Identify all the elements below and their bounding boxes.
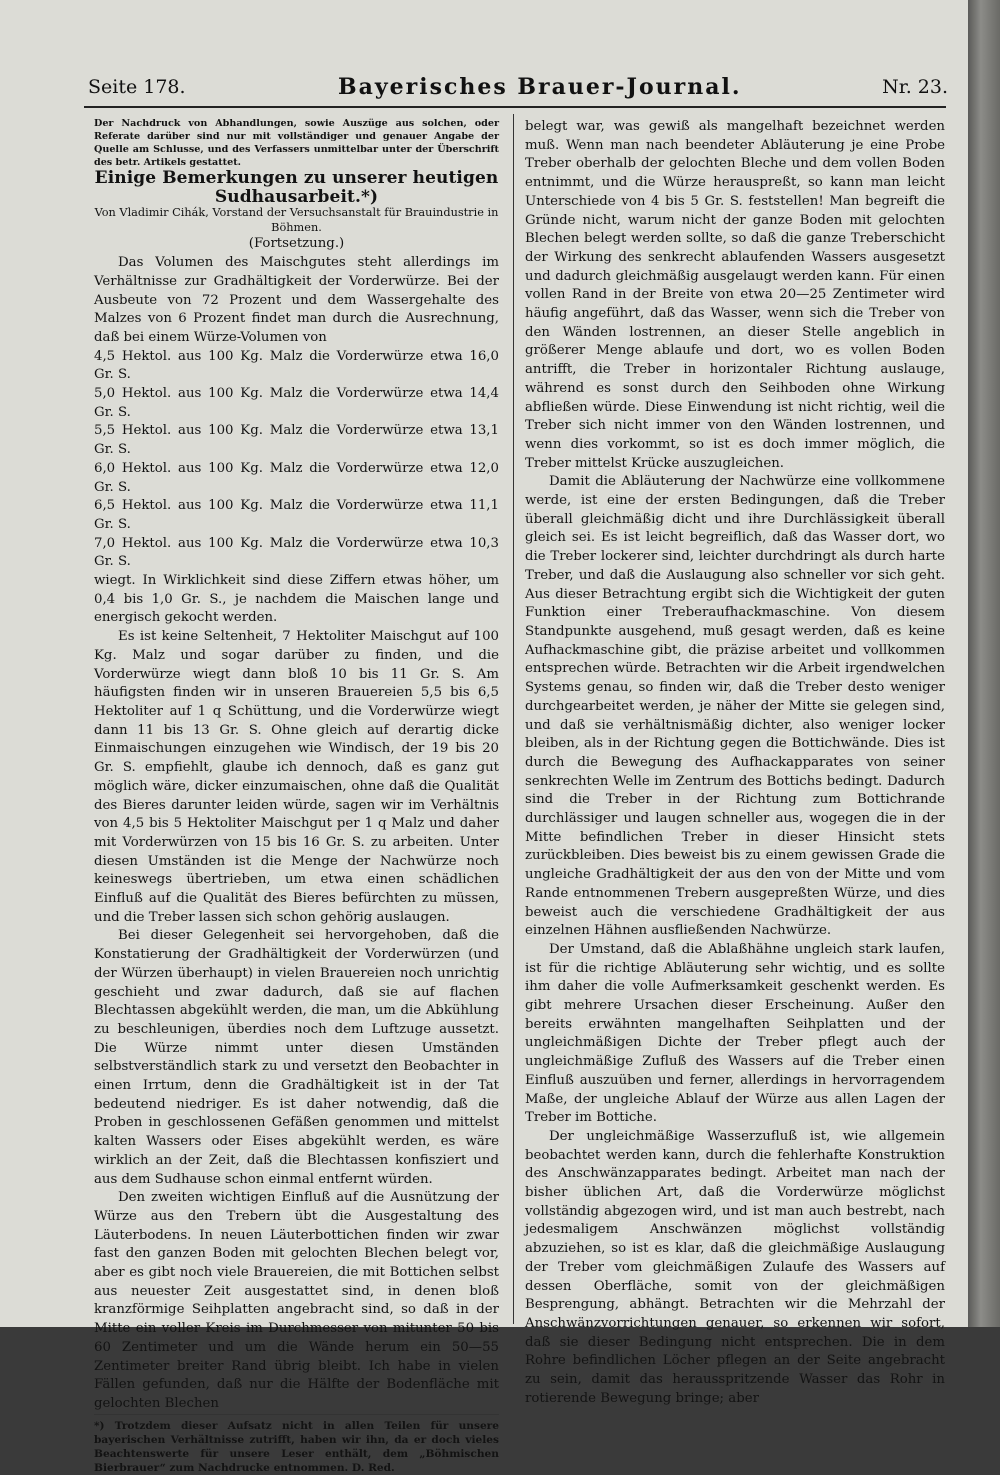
header-rule	[84, 106, 946, 108]
volume-row: 5,0 Hektol. aus 100 Kg. Malz die Vorderwürze etwa 14,4 Gr. S.	[94, 386, 499, 420]
issue-number: Nr. 23.	[882, 76, 948, 98]
article-title: Einige Bemerkungen zu unserer heutigen Sudhausarbeit.*)	[94, 168, 499, 207]
page-header	[88, 76, 948, 106]
journal-title: Bayerisches Brauer-Journal.	[338, 74, 742, 100]
article-author: Von Vladimir Cihák, Vorstand der Versuchsanstalt für Brauindustrie in Böhmen.	[94, 206, 499, 234]
right-column	[525, 118, 945, 1409]
page-number: Seite 178.	[88, 76, 186, 98]
volume-row: 4,5 Hektol. aus 100 Kg. Malz die Vorderwürze etwa 16,0 Gr. S.	[94, 348, 499, 383]
left-column	[94, 117, 499, 1475]
paragraph: Es ist keine Seltenheit, 7 Hektoliter Maischgut auf 100 Kg. Malz und sogar darüber zu finden, und die Vorderwürze wiegt dann bloß 10 bis 11 Gr. S. Am häufigsten finden wir in unseren Brauereien 5,5 bis 6,5 Hektoliter auf 1 q Schüttung, und die Vorderwürze wiegt dann 11 bis 13 Gr. S. Ohne gleich auf derartig dicke Einmaischungen einzugehen wie Windisch, der 19 bis 20 Gr. S. empfiehlt, glaube ich dennoch, daß es ganz gut möglich wäre, dicker einzumaischen, ohne daß die Qualität des Bieres darunter leiden würde, sagen wir im Verhältnis von 4,5 bis 5 Hektoliter Maischgut per 1 q Malz und daher mit Vorderwürzen von 15 bis 16 Gr. S. zu arbeiten. Unter diesen Umständen ist die Menge der Nachwürze noch keineswegs übertrieben, um etwa einen schädlichen Einfluß auf die Qualität des Bieres befürchten zu müssen, und die Treber lassen sich schon gehörig auslaugen.	[94, 629, 499, 925]
reprint-notice: Der Nachdruck von Abhandlungen, sowie Auszüge aus solchen, oder Referate darüber sind nur mit vollständiger und genauer Angabe der Quelle am Schlusse, und des Verfassers unmittelbar unter der Überschrift des betr. Artikels gestattet.	[94, 118, 499, 168]
volume-row: 6,5 Hektol. aus 100 Kg. Malz die Vorderwürze etwa 11,1 Gr. S.	[94, 498, 499, 532]
paragraph: Den zweiten wichtigen Einfluß auf die Ausnützung der Würze aus den Trebern übt die Ausgestaltung des Läuterbodens. In neuen Läuterbottichen finden wir zwar fast den ganzen Boden mit gelochten Blechen belegt vor, aber es gibt noch viele Brauereien, die mit Bottichen selbst aus neuester Zeit ausgestattet sind, in denen bloß kranzförmige Seihplatten angebracht sind, so daß in der Mitte ein voller Kreis im Durchmesser von mitunter 50 bis 60 Zentimeter und um die Wände herum ein 50—55 Zentimeter breiter Rand übrig bleibt. Ich habe in vielen Fällen gefunden, daß nur die Hälfte der Bodenfläche mit gelochten Blechen	[94, 1190, 499, 1411]
volume-row: 6,0 Hektol. aus 100 Kg. Malz die Vorderwürze etwa 12,0 Gr. S.	[94, 460, 499, 495]
paragraph: Das Volumen des Maischgutes steht allerdings im Verhältnisse zur Gradhältigkeit der Vorderwürze. Bei der Ausbeute von 72 Prozent und dem Wassergehalte des Malzes von 6 Prozent findet man durch die Ausrechnung, daß bei einem Würze-Volumen von	[94, 255, 499, 345]
paragraph: Damit die Abläuterung der Nachwürze eine vollkommene werde, ist eine der ersten Bedingungen, daß die Treber überall gleichmäßig dicht und ihre Durchlässigkeit überall gleich sei. Es ist leicht begreiflich, daß das Wasser dort, wo die Treber lockerer sind, leichter durchdringt als durch harte Treber, und daß die Auslaugung also schneller vor sich geht. Aus dieser Betrachtung ergibt sich die Wichtigkeit der guten Funktion einer Treberaufhackmaschine. Von diesem Standpunkte ausgehend, muß gesagt werden, daß es keine Aufhackmaschine gibt, die präzise arbeitet und vollkommen entsprechen würde. Betrachten wir die Arbeit irgendwelchen Systems genau, so finden wir, daß die Treber desto weniger durchgearbeitet werden, je näher der Mitte sie gelegen sind, und daß sie verhältnismäßig dichter, also weniger locker bleiben, als in der Richtung gegen die Bottichwände. Dies ist durch die Bewegung des Aufhackapparates von seiner senkrechten Welle im Zentrum des Bottichs bedingt. Dadurch sind die Treber in der Richtung zum Bottichrande durchlässiger und laugen schneller aus, wogegen die in der Mitte befindlichen Treber in dieser Hinsicht stets zurückbleiben. Dies beweist bis zu einem gewissen Grade die ungleiche Gradhältigkeit der aus den von der Mitte und vom Rande entnommenen Trebern ausgepreßten Würze, und dies beweist auch die verschiedene Gradhältigkeit der aus einzelnen Hähnen ausfließenden Nachwürze.	[525, 474, 945, 939]
paragraph: Bei dieser Gelegenheit sei hervorgehoben, daß die Konstatierung der Gradhältigkeit der Vorderwürzen (und der Würzen überhaupt) in vielen Brauereien noch unrichtig geschieht und zwar dadurch, daß sie auf flachen Blechtassen abgekühlt werden, die man, um die Abkühlung zu beschleunigen, überdies noch dem Luftzuge aussetzt. Die Würze nimmt unter diesen Umständen selbstverständlich stark zu und versetzt den Beobachter in einen Irrtum, denn die Gradhältigkeit ist in der Tat bedeutend niedriger. Es ist daher notwendig, daß die Proben in geschlossenen Gefäßen genommen und mittelst kalten Wassers oder Eises abgekühlt werden, es wäre wirklich an der Zeit, daß die Blechtassen konfisziert und aus dem Sudhause schon einmal entfernt würden.	[94, 928, 499, 1187]
footnote: *) Trotzdem dieser Aufsatz nicht in allen Teilen für unsere bayerischen Verhältnisse zutrifft, haben wir ihn, da er doch vieles Beachtenswerte für unsere Leser enthält, dem „Böhmischen Bierbrauer“ zum Nachdrucke entnommen. D. Red.	[94, 1414, 499, 1475]
paragraph: Der Umstand, daß die Ablaßhähne ungleich stark laufen, ist für die richtige Abläuterung sehr wichtig, und es sollte ihm daher die volle Aufmerksamkeit geschenkt werden. Es gibt mehrere Ursachen dieser Erscheinung. Außer den bereits erwähnten mangelhaften Seihplatten und der ungleichmäßigen Dichte der Treber pflegt auch der ungleichmäßige Zufluß des Wassers auf die Treber einen Einfluß auszuüben und ferner, allerdings in hervorragendem Maße, der ungleiche Ablauf der Würze aus allen Lagen der Treber im Bottiche.	[525, 941, 945, 1126]
volume-row: 7,0 Hektol. aus 100 Kg. Malz die Vorderwürze etwa 10,3 Gr. S.	[94, 535, 499, 570]
column-divider	[513, 114, 514, 1324]
paragraph: Der ungleichmäßige Wasserzufluß ist, wie allgemein beobachtet werden kann, durch die fehlerhafte Konstruktion des Anschwänzapparates bedingt. Arbeitet man nach der bisher üblichen Art, daß die Vorderwürze möglichst vollständig abgezogen wird, und ist man auch bestrebt, nach jedesmaligem Anschwänzen möglichst vollständig abzuziehen, so ist es klar, daß die gleichmäßige Auslaugung der Treber vom gleichmäßigen Zulaufe des Wassers auf dessen Oberfläche, somit von der gleichmäßigen Besprengung, abhängt. Betrachten wir die Mehrzahl der Anschwänzvorrichtungen genauer, so erkennen wir sofort, daß sie dieser Bedingung nicht entsprechen. Die in dem Rohre befindlichen Löcher pflegen an der Seite angebracht zu sein, damit das herausspritzende Wasser das Rohr in rotierende Bewegung bringe; aber	[525, 1128, 945, 1406]
volume-row: 5,5 Hektol. aus 100 Kg. Malz die Vorderwürze etwa 13,1 Gr. S.	[94, 423, 499, 458]
continuation-note: (Fortsetzung.)	[248, 236, 345, 252]
binding-edge	[968, 0, 1000, 1327]
paragraph: wiegt. In Wirklichkeit sind diese Ziffern etwas höher, um 0,4 bis 1,0 Gr. S., je nachdem die Maischen lange und energisch gekocht werden.	[94, 573, 499, 626]
paragraph: belegt war, was gewiß als mangelhaft bezeichnet werden muß. Wenn man nach beendeter Abläuterung je eine Probe Treber oberhalb der gelochten Bleche und dem vollen Boden entnimmt, und die Würze herauspreßt, so kann man leicht Unterschiede von 4 bis 5 Gr. S. feststellen! Man begreift die Gründe nicht, warum nicht der ganze Boden mit gelochten Blechen belegt werden sollte, so daß die ganze Treberschicht der Wirkung des senkrecht ablaufenden Wassers ausgesetzt und dadurch gleichmäßig ausgelaugt werden kann. Für einen vollen Rand in der Breite von etwa 20—25 Zentimeter wird häufig angeführt, daß das Wasser, wenn sich die Treber von den Wänden lostrennen, an dieser Stelle angeblich in größerer Menge ablaufe und dort, wo es vollen Boden antrifft, die Treber in horizontaler Richtung auslauge, während es sonst durch den Seihboden ohne Wirkung abfließen würde. Diese Einwendung ist nicht richtig, weil die Treber sich nicht immer von den Wänden lostrennen, und wenn dies vorkommt, so ist es doch immer möglich, die Treber mittelst Krücke auszugleichen.	[525, 119, 945, 471]
